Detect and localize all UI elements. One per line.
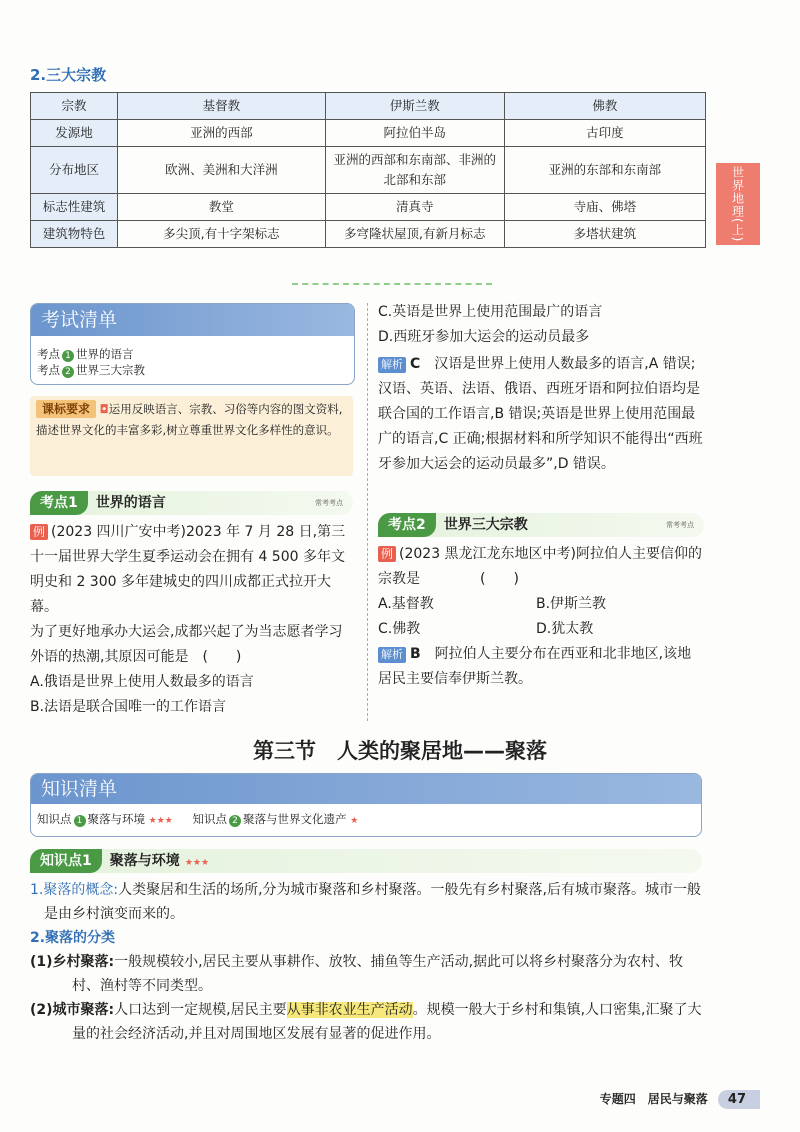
analysis-tag: 解析 — [378, 647, 406, 663]
exam-list-title: 考试清单 — [31, 304, 354, 336]
column-divider — [367, 303, 368, 721]
classification-heading: 2.聚落的分类 — [30, 930, 116, 946]
table-row — [31, 120, 706, 147]
knowledge-list-box — [30, 773, 702, 837]
table-cell: 亚洲的西部和东南部、非洲的北部和东部 — [325, 147, 504, 194]
table-header-cell: 伊斯兰教 — [325, 93, 504, 120]
table-row — [31, 221, 706, 248]
table-cell: 建筑物特色 — [31, 221, 118, 248]
exam-list-item — [31, 346, 354, 362]
analysis-text: 阿拉伯人主要分布在西亚和北非地区,该地居民主要信奉伊斯兰教。 — [378, 646, 692, 687]
kp2-analysis — [378, 642, 704, 692]
table-cell: 亚洲的西部 — [118, 120, 326, 147]
page-number: 47 — [718, 1090, 760, 1109]
table-header-row — [31, 93, 706, 120]
exam-item-label: 考点 — [37, 363, 60, 377]
star-icon: ★★★ — [148, 816, 173, 826]
table-header-cell: 宗教 — [31, 93, 118, 120]
knowledge-list-items — [31, 804, 701, 836]
table-cell: 清真寺 — [325, 194, 504, 221]
option: A.俄语是世界上使用人数最多的语言 — [30, 674, 254, 690]
table-cell: 多塔状建筑 — [504, 221, 705, 248]
table-header-cell: 基督教 — [118, 93, 326, 120]
concept-heading: 1.聚落的概念: — [30, 882, 119, 898]
example-text: (2023 黑龙江龙东地区中考)阿拉伯人主要信仰的宗教是 — [378, 546, 703, 587]
kp2-example — [378, 542, 704, 592]
number-badge: 2 — [62, 366, 74, 378]
section-title: 第三节 人类的聚居地——聚落 — [253, 739, 547, 763]
kp-title: 聚落与环境 — [109, 853, 180, 869]
option: A.基督教 — [378, 596, 434, 612]
section3-body — [30, 878, 704, 1046]
answer: B — [410, 646, 421, 662]
number-badge: 1 — [74, 815, 86, 827]
table-cell: 亚洲的东部和东南部 — [504, 147, 705, 194]
analysis-tag: 解析 — [378, 357, 406, 373]
knowledge-item-label: 知识点 — [37, 812, 72, 826]
knowledge-item-text: 聚落与环境 — [87, 812, 145, 826]
exam-list-item — [31, 362, 354, 378]
table-cell: 多穹隆状屋顶,有新月标志 — [325, 221, 504, 248]
kp1-body — [30, 520, 356, 720]
table-cell: 发源地 — [31, 120, 118, 147]
divider-dots — [292, 283, 492, 289]
answer: C — [410, 356, 421, 372]
kp1-continued — [378, 300, 706, 477]
kp2-title: 世界三大宗教 — [443, 517, 528, 533]
kp-label: 知识点1 — [30, 849, 102, 873]
kp2-body — [378, 542, 704, 692]
table-cell: 古印度 — [504, 120, 705, 147]
star-icon: ★★★ — [184, 858, 210, 868]
requirement-text: 运用反映语言、宗教、习俗等内容的图文资料,描述世界文化的丰富多彩,树立尊重世界文化多样性的意识。 — [36, 402, 343, 437]
urban-paragraph — [30, 998, 704, 1046]
option: B.伊斯兰教 — [536, 596, 607, 612]
kp1-hot: 常考考点 — [315, 499, 343, 507]
highlighted-text: 从事非农业生产活动 — [286, 1002, 413, 1018]
number-badge: 1 — [62, 350, 74, 362]
option: D.西班牙参加大运会的运动员最多 — [378, 329, 590, 345]
knowledge-list-title: 知识清单 — [31, 774, 701, 804]
kp2-hot: 常考考点 — [666, 521, 694, 529]
rural-paragraph — [30, 950, 704, 998]
religions-heading: 2.三大宗教 — [30, 66, 107, 84]
kp1-header — [30, 491, 353, 515]
rural-text: 一般规模较小,居民主要从事耕作、放牧、捕鱼等生产活动,据此可以将乡村聚落分为农村、牧村、渔村等不同类型。 — [72, 954, 684, 994]
option: B.法语是联合国唯一的工作语言 — [30, 699, 227, 715]
religions-table — [30, 92, 706, 248]
knowledge-item-label: 知识点 — [192, 812, 228, 826]
table-cell: 教堂 — [118, 194, 326, 221]
kp1-analysis — [378, 352, 706, 477]
kp1-title: 世界的语言 — [95, 495, 166, 511]
example-text: (2023 四川广安中考)2023 年 7 月 28 日,第三十一届世界大学生夏季运动会在拥有 4 500 多年文明史和 2 300 多年建城史的四川成都正式拉开大幕。 — [30, 524, 346, 615]
kp2-header — [378, 513, 704, 537]
exam-item-label: 考点 — [37, 347, 60, 361]
urban-heading: (2)城市聚落: — [30, 1002, 115, 1018]
bullet-icon: ◘ — [99, 402, 109, 416]
knowledge-item-text: 聚落与世界文化遗产 — [243, 812, 347, 826]
knowledge-point-header — [30, 849, 702, 873]
option-row — [378, 592, 704, 617]
example-tag: 例 — [378, 546, 396, 562]
footer-chapter: 专题四 居民与聚落 — [599, 1092, 708, 1106]
example-tag: 例 — [30, 524, 48, 540]
requirement-tag: 课标要求 — [36, 400, 96, 418]
table-cell: 多尖顶,有十字架标志 — [118, 221, 326, 248]
question-text: 为了更好地承办大运会,成都兴起了为当志愿者学习外语的热潮,其原因可能是 — [30, 624, 343, 665]
table-cell: 分布地区 — [31, 147, 118, 194]
table-cell: 阿拉伯半岛 — [325, 120, 504, 147]
kp1-label: 考点1 — [30, 491, 88, 515]
analysis-text: 汉语是世界上使用人数最多的语言,A 错误;汉语、英语、法语、俄语、西班牙语和阿拉伯语均是联合国的工作语言,B 错误;英语是世界上使用范围最广的语言,C 正确;根据材料和所学知识不能得出“西班牙参加大运会的运动员最多”,D 错误。 — [378, 356, 703, 472]
side-tab: 世界地理(上) — [716, 163, 760, 245]
kp1-question — [30, 620, 356, 670]
table-cell: 欧洲、美洲和大洋洲 — [118, 147, 326, 194]
option: D.犹太教 — [536, 621, 594, 637]
exam-item-text: 世界三大宗教 — [76, 363, 145, 377]
kp2-label: 考点2 — [378, 513, 436, 537]
option: C.英语是世界上使用范围最广的语言 — [378, 304, 603, 320]
option-row — [378, 617, 704, 642]
page-footer — [600, 1090, 760, 1109]
exam-item-text: 世界的语言 — [76, 347, 134, 361]
urban-text: 人口达到一定规模,居民主要 — [114, 1002, 287, 1018]
concept-paragraph — [30, 878, 704, 926]
rural-heading: (1)乡村聚落: — [30, 954, 115, 970]
exam-list-box — [30, 303, 355, 385]
answer-paren: ( ) — [202, 649, 242, 665]
table-cell: 标志性建筑 — [31, 194, 118, 221]
answer-paren: ( ) — [480, 571, 519, 587]
table-header-cell: 佛教 — [504, 93, 705, 120]
table-row — [31, 194, 706, 221]
table-row — [31, 147, 706, 194]
requirement-box — [30, 396, 353, 476]
urban-text: 。规模一般大于乡村和集镇,人口密集,汇聚了大量的社会经济活动,并且对周围地区发展有显著的促进作用。 — [72, 1002, 702, 1042]
concept-text: 人类聚居和生活的场所,分为城市聚落和乡村聚落。一般先有乡村聚落,后有城市聚落。城市一般是由乡村演变而来的。 — [44, 882, 701, 922]
option: C.佛教 — [378, 621, 421, 637]
star-icon: ★ — [350, 816, 359, 826]
kp1-example — [30, 520, 356, 620]
table-cell: 寺庙、佛塔 — [504, 194, 705, 221]
number-badge: 2 — [229, 815, 241, 827]
